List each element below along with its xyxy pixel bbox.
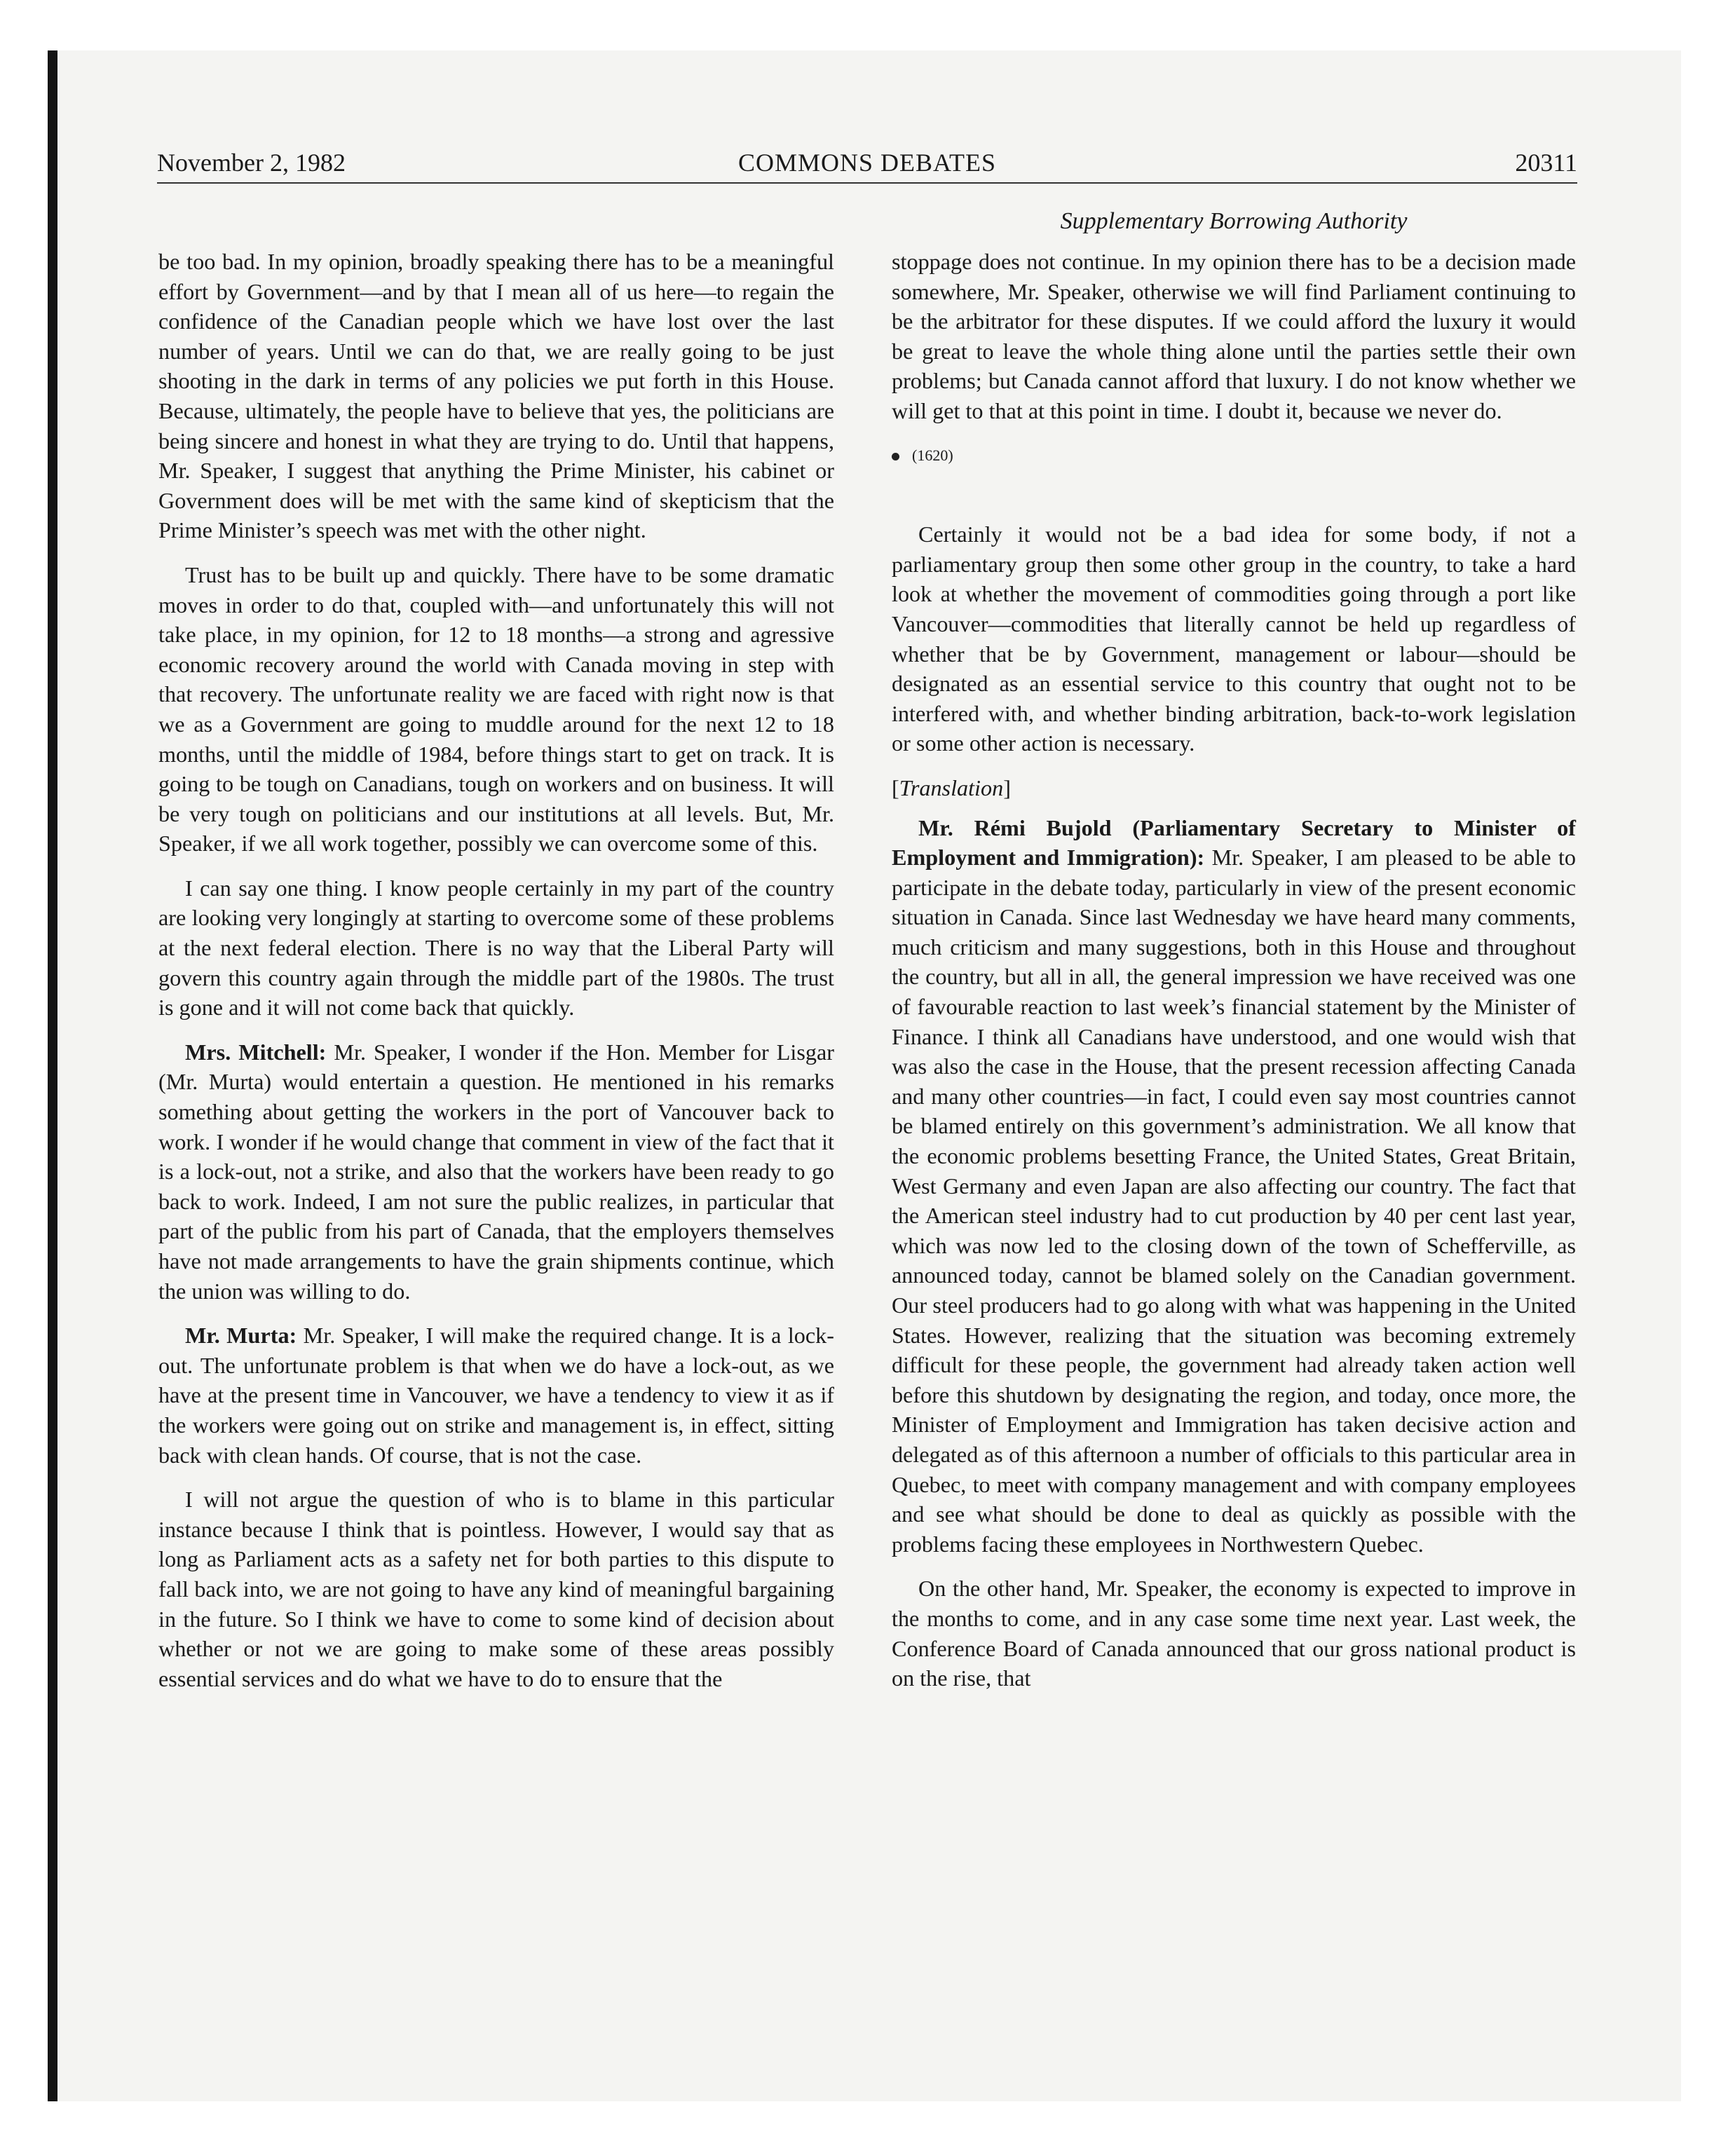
speech-text: Mr. Speaker, I wonder if the Hon. Member for Lisgar (Mr. Murta) would entertain a question. He mentioned in his remarks something about getting the workers in the port of Vancouver back to work. I wonder if he would change that comment in view of the fact that it is a lock-out, not a strike, and also that the workers have been ready to go back to work. Indeed, I am not sure the public realizes, in particular that part of the public from his part of Canada, that the employers themselves have not made arrangements to have the grain shipments continue, which the union was willing to do. bbox=[158, 1039, 834, 1304]
left-column bbox=[158, 247, 834, 1708]
paragraph: stoppage does not continue. In my opinion there has to be a decision made somewhere, Mr. Speaker, otherwise we will find Parliament continuing to be the arbitrator for these disputes. If we could afford the luxury it would be great to leave the whole thing alone until the parties settle their own problems; but Canada cannot afford that luxury. I do not know whether we will get to that at this point in time. I doubt it, because we never do. bbox=[892, 249, 1576, 423]
paragraph: I will not argue the question of who is to blame in this particular instance because I think that is pointless. However, I would say that as long as Parliament acts as a safety net for both parties to this dispute to fall back into, we are not going to have any kind of meaningful bargaining in the future. So I think we have to come to some kind of decision about whether or not we are going to make some of these areas possibly essential services and do what we have to do to ensure that the bbox=[158, 1487, 834, 1691]
running-head: Supplementary Borrowing Authority bbox=[1060, 208, 1408, 234]
document-page bbox=[157, 146, 1577, 1691]
speaker-name: Mr. Rémi Bujold (Parliamentary Secretary to Minister of Employment and Immigration): bbox=[892, 814, 1576, 871]
speaker-paragraph bbox=[892, 813, 1576, 1560]
time-marker-text: (1620) bbox=[912, 446, 953, 464]
speaker-paragraph bbox=[158, 1037, 834, 1306]
bracket-open: [ bbox=[892, 775, 899, 800]
speech-text: Mr. Speaker, I am pleased to be able to participate in the debate today, particularly in view of the present economic situation in Canada. Since last Wednesday we have heard many comments, much criticism and many suggestions, both in this House and throughout the country, but all in all, the general impression we have received was one of favourable reaction to last week’s financial statement by the Minister of Finance. I think all Canadians have understood, and one would wish that was also the case in the House, that the present recession affecting Canada and many other countries—in fact, I could even say most countries cannot be blamed entirely on this government’s administration. We all know that the economic problems besetting France, the United States, Great Britain, West Germany and even Japan are also affecting our country. The fact that the American steel industry had to cut production by 40 per cent last year, which was now led to the closing down of the town of Schefferville, as announced today, cannot be blamed solely on the Canadian government. Our steel producers had to go along with what was happening in the United States. However, realizing that the situation was becoming extremely difficult for these people, the government had already taken action well before this shutdown by designating the region, and today, once more, the Minister of Employment and Immigration has taken decisive action and delegated as of this afternoon a number of officials to this particular area in Quebec, to meet with company management and with company employees and see what should be done to deal as quickly as possible with the problems facing these employees in Northwestern Quebec. bbox=[892, 845, 1577, 1557]
header-date: November 2, 1982 bbox=[157, 149, 346, 177]
speaker-paragraph bbox=[158, 1321, 834, 1470]
speaker-name: Mr. Murta: bbox=[185, 1323, 297, 1349]
right-column bbox=[892, 247, 1576, 1708]
speech-text: Mr. Speaker, I will make the required change. It is a lock-out. The unfortunate problem is that when we do have a lock-out, as we have at the present time in Vancouver, we have a tendency to view it as if the workers were going out on strike and management is, in effect, sitting back with clean hands. Of course, that is not the case. bbox=[158, 1323, 834, 1468]
paragraph: Certainly it would not be a bad idea for some body, if not a parliamentary group then some other group in the country, to take a hard look at whether the movement of commodities going through a port like Vancouver—commodities that literally cannot be held up regardless of whether that be by Government, management or labour—should be designated as an essential service to this country that ought not to be interfered with, and whether binding arbitration, back-to-work legislation or some other action is necessary. bbox=[892, 521, 1576, 756]
speaker-name: Mrs. Mitchell: bbox=[185, 1039, 327, 1065]
bullet-icon bbox=[892, 453, 899, 460]
paragraph: Trust has to be built up and quickly. There have to be some dramatic moves in order to do that, coupled with—and unfortunately this will not take place, in my opinion, for 12 to 18 months—a strong and agressive economic recovery around the world with Canada moving in step with that recovery. The unfortunate reality we are faced with right now is that we as a Government are going to muddle around for the next 12 to 18 months, until the middle of 1984, before things start to get on track. It is going to be tough on Canadians, tough on workers and on business. It will be very tough on politicians and our institutions at all levels. But, Mr. Speaker, if we all work together, possibly we can overcome some of this. bbox=[158, 561, 834, 857]
translation-text: Translation bbox=[899, 775, 1004, 800]
page-header bbox=[157, 146, 1577, 184]
paragraph: I can say one thing. I know people certainly in my part of the country are looking very longingly at starting to overcome some of these problems at the next federal election. There is no way that the Liberal Party will govern this country again through the middle part of the 1980s. The trust is gone and it will not come back that quickly. bbox=[158, 875, 834, 1021]
bracket-close: ] bbox=[1003, 775, 1011, 800]
header-page-number: 20311 bbox=[1515, 149, 1577, 177]
time-marker bbox=[892, 441, 1576, 471]
paragraph: On the other hand, Mr. Speaker, the economy is expected to improve in the months to come, and in any case some time next year. Last week, the Conference Board of Canada announced that our gross national product is on the rise, that bbox=[892, 1576, 1576, 1691]
header-title: COMMONS DEBATES bbox=[737, 149, 997, 177]
translation-label bbox=[892, 773, 1576, 803]
paragraph: be too bad. In my opinion, broadly speaking there has to be a meaningful effort by Government—and by that I mean all of us here—to regain the confidence of the Canadian people which we have lost over the last number of years. Until we can do that, we are really going to be just shooting in the dark in terms of any policies we put forth in this House. Because, ultimately, the people have to believe that yes, the politicians are being sincere and honest in what they are trying to do. Until that happens, Mr. Speaker, I suggest that anything the Prime Minister, his cabinet or Government does will be met with the same kind of skepticism that the Prime Minister’s speech was met with the other night. bbox=[158, 249, 834, 543]
scan-binding-edge bbox=[48, 50, 57, 2101]
